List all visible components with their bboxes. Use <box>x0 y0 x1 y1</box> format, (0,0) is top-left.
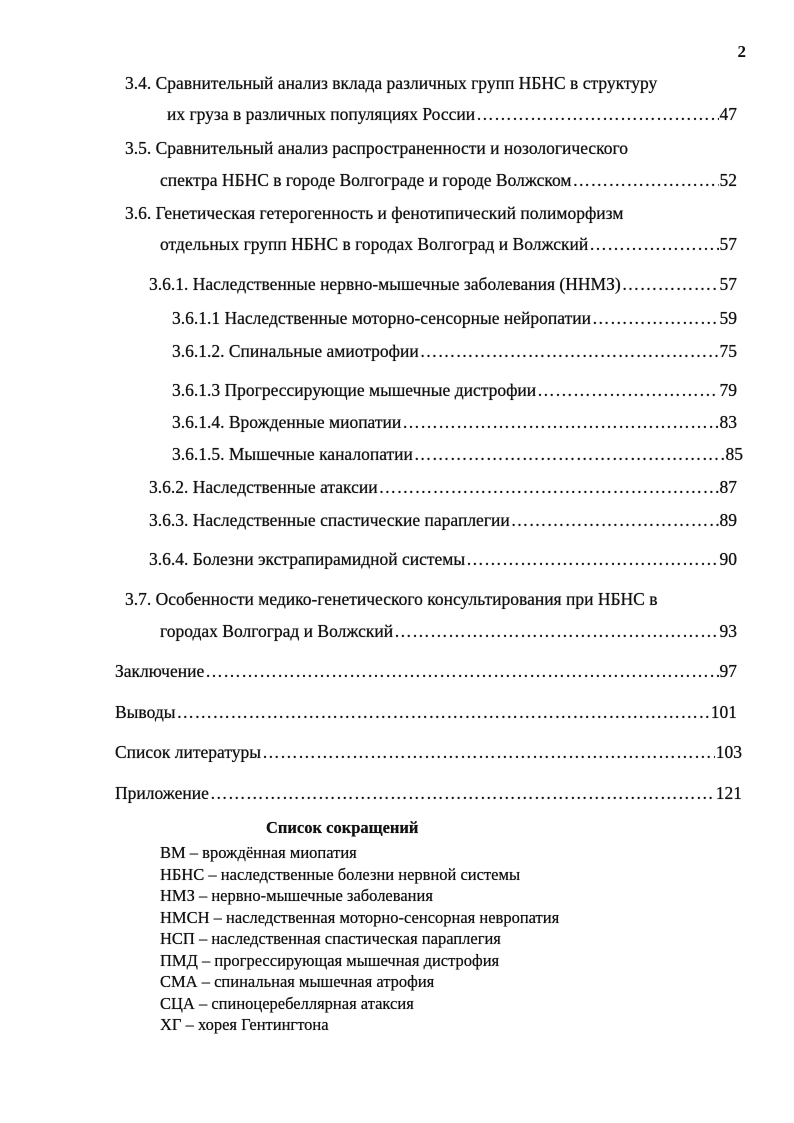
toc-3-6-2-page: 87 <box>719 477 737 497</box>
toc-entry-appendix[interactable] <box>115 781 742 805</box>
toc-3-7-line2: городах Волгоград и Волжский <box>160 621 394 641</box>
toc-entry-references[interactable] <box>115 740 742 764</box>
dot-leader <box>210 781 715 805</box>
toc-entry-3-4[interactable] <box>167 102 737 126</box>
toc-3-6-1-5-page: 85 <box>725 444 743 464</box>
dot-leader <box>176 700 709 724</box>
toc-entry-3-7[interactable] <box>160 619 737 643</box>
toc-3-6-4-label: 3.6.4. Болезни экстрапирамидной системы <box>149 549 466 569</box>
toc-3-6-line1: 3.6. Генетическая гетерогенность и фенотипический полиморфизм <box>125 203 624 223</box>
toc-3-6-1-page: 57 <box>719 274 737 294</box>
toc-3-4-line1: 3.4. Сравнительный анализ вклада различных групп НБНС в структуру <box>125 73 658 93</box>
toc-entry-3-5[interactable] <box>160 168 737 192</box>
toc-3-6-line2: отдельных групп НБНС в городах Волгоград и Волжский <box>160 234 589 254</box>
toc-entry-3-6-3[interactable] <box>149 508 737 532</box>
toc-conclusion-page: 97 <box>719 661 737 681</box>
abbreviations-list <box>160 842 680 1036</box>
toc-3-4-line2: их груза в различных популяциях России <box>167 104 476 124</box>
toc-3-6-1-5-label: 3.6.1.5. Мышечные каналопатии <box>172 444 413 464</box>
abbreviation-item: НБНС – наследственные болезни нервной системы <box>160 864 521 884</box>
toc-3-7-page: 93 <box>719 621 737 641</box>
toc-conclusion-label: Заключение <box>115 661 205 681</box>
abbreviation-item: СЦА – спиноцеребеллярная атаксия <box>160 993 414 1013</box>
toc-entry-findings[interactable] <box>115 700 737 724</box>
toc-entry-3-6-1[interactable] <box>149 272 737 296</box>
toc-3-6-3-page: 89 <box>719 510 737 530</box>
abbreviations-title: Список сокращений <box>266 818 419 837</box>
toc-appendix-label: Приложение <box>115 783 209 803</box>
dot-leader <box>420 339 719 363</box>
dot-leader <box>511 508 719 532</box>
toc-3-6-1-label: 3.6.1. Наследственные нервно-мышечные заболевания (ННМЗ) <box>149 274 621 294</box>
toc-entry-3-6-1-3[interactable] <box>172 378 737 402</box>
abbreviation-item: НМЗ – нервно-мышечные заболевания <box>160 886 433 905</box>
toc-3-5-line2: спектра НБНС в городе Волгограде и городе Волжском <box>160 170 572 190</box>
dot-leader <box>592 306 719 330</box>
abbreviation-item: ХГ – хорея Гентингтона <box>160 1015 329 1034</box>
dot-leader <box>414 442 725 466</box>
dot-leader <box>622 272 719 296</box>
toc-entry-3-6-4[interactable] <box>149 547 737 571</box>
toc-3-5-page: 52 <box>719 170 737 190</box>
page-number: 2 <box>737 42 746 61</box>
toc-3-6-1-1-page: 59 <box>719 308 737 328</box>
toc-findings-label: Выводы <box>115 702 176 722</box>
toc-findings-page: 101 <box>710 702 737 722</box>
toc-entry-conclusion[interactable] <box>115 659 737 683</box>
toc-3-6-1-3-page: 79 <box>719 380 737 400</box>
toc-references-page: 103 <box>715 742 742 762</box>
dot-leader <box>466 547 718 571</box>
abbreviation-item: НСП – наследственная спастическая параплегия <box>160 929 501 948</box>
toc-3-6-1-3-label: 3.6.1.3 Прогрессирующие мышечные дистрофии <box>172 380 537 400</box>
toc-entry-3-6-1-5[interactable] <box>172 442 743 466</box>
toc-entry-3-6[interactable] <box>160 232 737 256</box>
abbreviation-item: НМСН – наследственная моторно-сенсорная невропатия <box>160 907 560 927</box>
toc-entry-3-6-1-2[interactable] <box>172 339 737 363</box>
toc-3-6-1-4-label: 3.6.1.4. Врожденные миопатии <box>172 412 402 432</box>
toc-entry-3-6-2[interactable] <box>149 475 737 499</box>
dot-leader <box>379 475 719 499</box>
abbreviation-item: СМА – спинальная мышечная атрофия <box>160 972 435 991</box>
toc-3-6-2-label: 3.6.2. Наследственные атаксии <box>149 477 378 497</box>
toc-3-6-4-page: 90 <box>719 549 737 569</box>
dot-leader <box>537 378 718 402</box>
dot-leader <box>589 232 718 256</box>
toc-entry-3-6-1-1[interactable] <box>172 306 737 330</box>
dot-leader <box>476 102 718 126</box>
toc-references-label: Список литературы <box>115 742 262 762</box>
toc-appendix-page: 121 <box>715 783 742 803</box>
toc-3-4-page: 47 <box>719 104 737 124</box>
toc-3-6-1-4-page: 83 <box>719 412 737 432</box>
toc-3-5-line1: 3.5. Сравнительный анализ распространенности и нозологического <box>125 138 629 158</box>
toc-3-6-3-label: 3.6.3. Наследственные спастические параплегии <box>149 510 510 530</box>
toc-3-6-1-1-label: 3.6.1.1 Наследственные моторно-сенсорные нейропатии <box>172 308 591 328</box>
dot-leader <box>394 619 718 643</box>
dot-leader <box>572 168 718 192</box>
dot-leader <box>402 410 718 434</box>
toc-3-6-1-2-label: 3.6.1.2. Спинальные амиотрофии <box>172 341 419 361</box>
abbreviation-item: ПМД – прогрессирующая мышечная дистрофия <box>160 950 500 970</box>
toc-3-6-page: 57 <box>719 234 737 254</box>
toc-3-6-1-2-page: 75 <box>719 341 737 361</box>
toc-entry-3-6-1-4[interactable] <box>172 410 737 434</box>
dot-leader <box>262 740 715 764</box>
abbreviation-item: ВМ – врождённая миопатия <box>160 843 357 862</box>
toc-3-7-line1: 3.7. Особенности медико-генетического консультирования при НБНС в <box>125 589 658 609</box>
dot-leader <box>205 659 718 683</box>
